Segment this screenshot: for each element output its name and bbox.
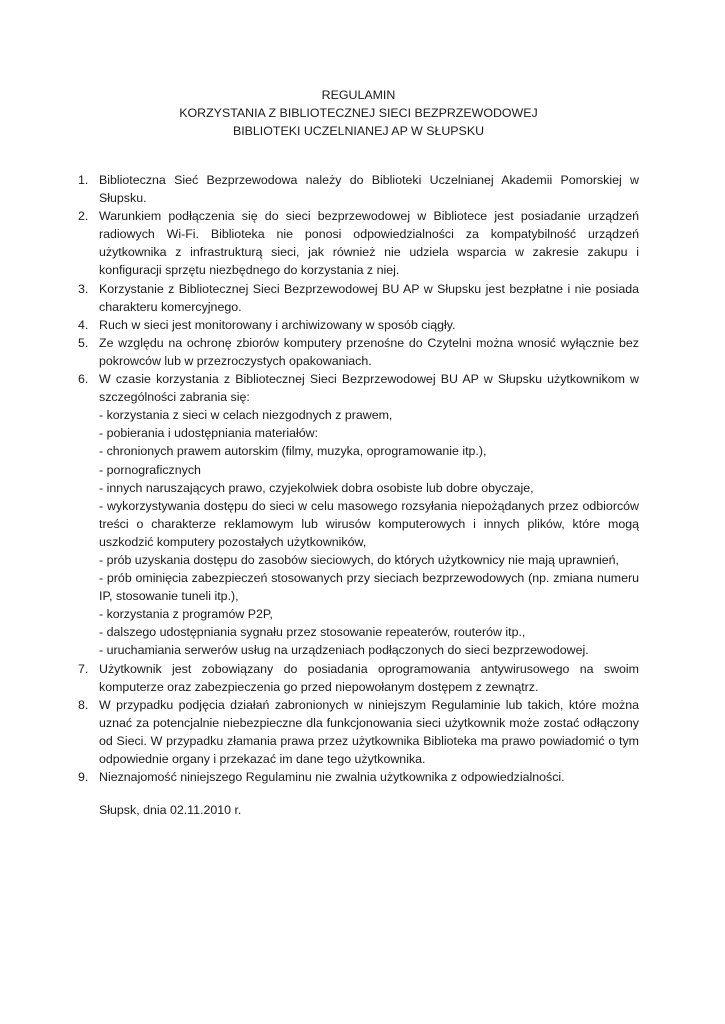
rule-number: 4. xyxy=(78,317,89,332)
rule-text: Korzystanie z Bibliotecznej Sieci Bezprzewodowej BU AP w Słupsku jest bezpłatne i nie posiada charakteru komercyjnego. xyxy=(99,281,639,314)
rule-number: 8. xyxy=(78,697,89,712)
prohibition-item: - innych naruszających prawo, czyjekolwiek dobra osobiste lub dobre obyczaje, xyxy=(99,480,534,495)
document-title xyxy=(78,86,639,140)
rule-number: 9. xyxy=(78,770,89,785)
rule-item xyxy=(78,334,639,370)
prohibition-item: - uruchamiania serwerów usług na urządzeniach podłączonych do sieci bezprzewodowej. xyxy=(99,643,589,658)
prohibition-item: - korzystania z programów P2P, xyxy=(99,607,274,622)
rule-text: Użytkownik jest zobowiązany do posiadania oprogramowania antywirusowego na swoim komputerze oraz zabezpieczenia go przed niepowołanym dostępem z zewnątrz. xyxy=(99,661,639,694)
prohibition-item: - dalszego udostępniania sygnału przez stosowanie repeaterów, routerów itp., xyxy=(99,625,526,640)
rule-text: W przypadku podjęcia działań zabronionych w niniejszym Regulaminie lub takich, które można uznać za potencjalnie niebezpieczne dla funkcjonowania sieci użytkownik może zostać odłączony od Sieci. W przypadku złamania prawa przez użytkownika Biblioteka ma prawo powiadomić o tym odpowiednie organy i przekazać im dane tego użytkownika. xyxy=(99,697,639,766)
prohibition-item: - pobierania i udostępniania materiałów: xyxy=(99,426,319,441)
rule-text: W czasie korzystania z Bibliotecznej Sieci Bezprzewodowej BU AP w Słupsku użytkownikom w szczególności zabrania się: xyxy=(99,372,639,405)
title-line-1: REGULAMIN xyxy=(321,88,396,102)
rule-number: 2. xyxy=(78,209,89,224)
rules-list xyxy=(78,171,639,786)
rule-text: Warunkiem podłączenia się do sieci bezprzewodowej w Bibliotece jest posiadanie urządzeń radiowych Wi-Fi. Biblioteka nie ponosi odpowiedzialności za kompatybilność urządzeń użytkownika z infrastrukturą sieci, jak również nie udziela wsparcia w zakresie zakupu i konfiguracji sprzętu niezbędnego do korzystania z niej. xyxy=(99,209,639,278)
rule-item xyxy=(78,768,639,786)
title-line-3: BIBLIOTEKI UCZELNIANEJ AP W SŁUPSKU xyxy=(232,124,485,138)
rule-item xyxy=(78,171,639,207)
rule-item xyxy=(78,207,639,279)
rule-text: Ruch w sieci jest monitorowany i archiwizowany w sposób ciągły. xyxy=(99,317,456,332)
rule-text: Ze względu na ochronę zbiorów komputery przenośne do Czytelni można wnosić wyłącznie bez pokrowców lub w przezroczystych opakowaniach. xyxy=(99,335,639,368)
prohibition-item: - chronionych prawem autorskim (filmy, muzyka, oprogramowanie itp.), xyxy=(99,444,487,459)
prohibition-item: - prób uzyskania dostępu do zasobów sieciowych, do których użytkownicy nie mają uprawnień, xyxy=(99,552,619,567)
rule-item xyxy=(78,660,639,696)
rule-item xyxy=(78,280,639,316)
rule-number: 5. xyxy=(78,335,89,350)
place-and-date: Słupsk, dnia 02.11.2010 r. xyxy=(99,803,242,818)
rule-body xyxy=(99,370,639,660)
rule-number: 7. xyxy=(78,661,89,676)
rule-item xyxy=(78,370,639,660)
rule-text: Nieznajomość niniejszego Regulaminu nie zwalnia użytkownika z odpowiedzialności. xyxy=(99,770,565,785)
prohibition-item: - pornograficznych xyxy=(99,462,201,477)
prohibition-item: - prób ominięcia zabezpieczeń stosowanych przy sieciach bezprzewodowych (np. zmiana numeru IP, stosowanie tuneli itp.), xyxy=(99,571,639,604)
rule-number: 6. xyxy=(78,372,89,387)
prohibition-item: - korzystania z sieci w celach niezgodnych z prawem, xyxy=(99,408,393,423)
rule-number: 3. xyxy=(78,281,89,296)
prohibition-item: - wykorzystywania dostępu do sieci w celu masowego rozsyłania niepożądanych przez odbiorców treści o charakterze reklamowym lub wirusów komputerowych i innych plików, które mogą uszkodzić komputery pozostałych użytkowników, xyxy=(99,498,639,549)
rule-number: 1. xyxy=(78,173,89,187)
rule-item xyxy=(78,696,639,768)
rule-item xyxy=(78,316,639,334)
rule-text: Biblioteczna Sieć Bezprzewodowa należy do Biblioteki Uczelnianej Akademii Pomorskiej w Słupsku. xyxy=(99,173,639,206)
title-line-2: KORZYSTANIA Z BIBLIOTECZNEJ SIECI BEZPRZEWODOWEJ xyxy=(179,106,538,120)
